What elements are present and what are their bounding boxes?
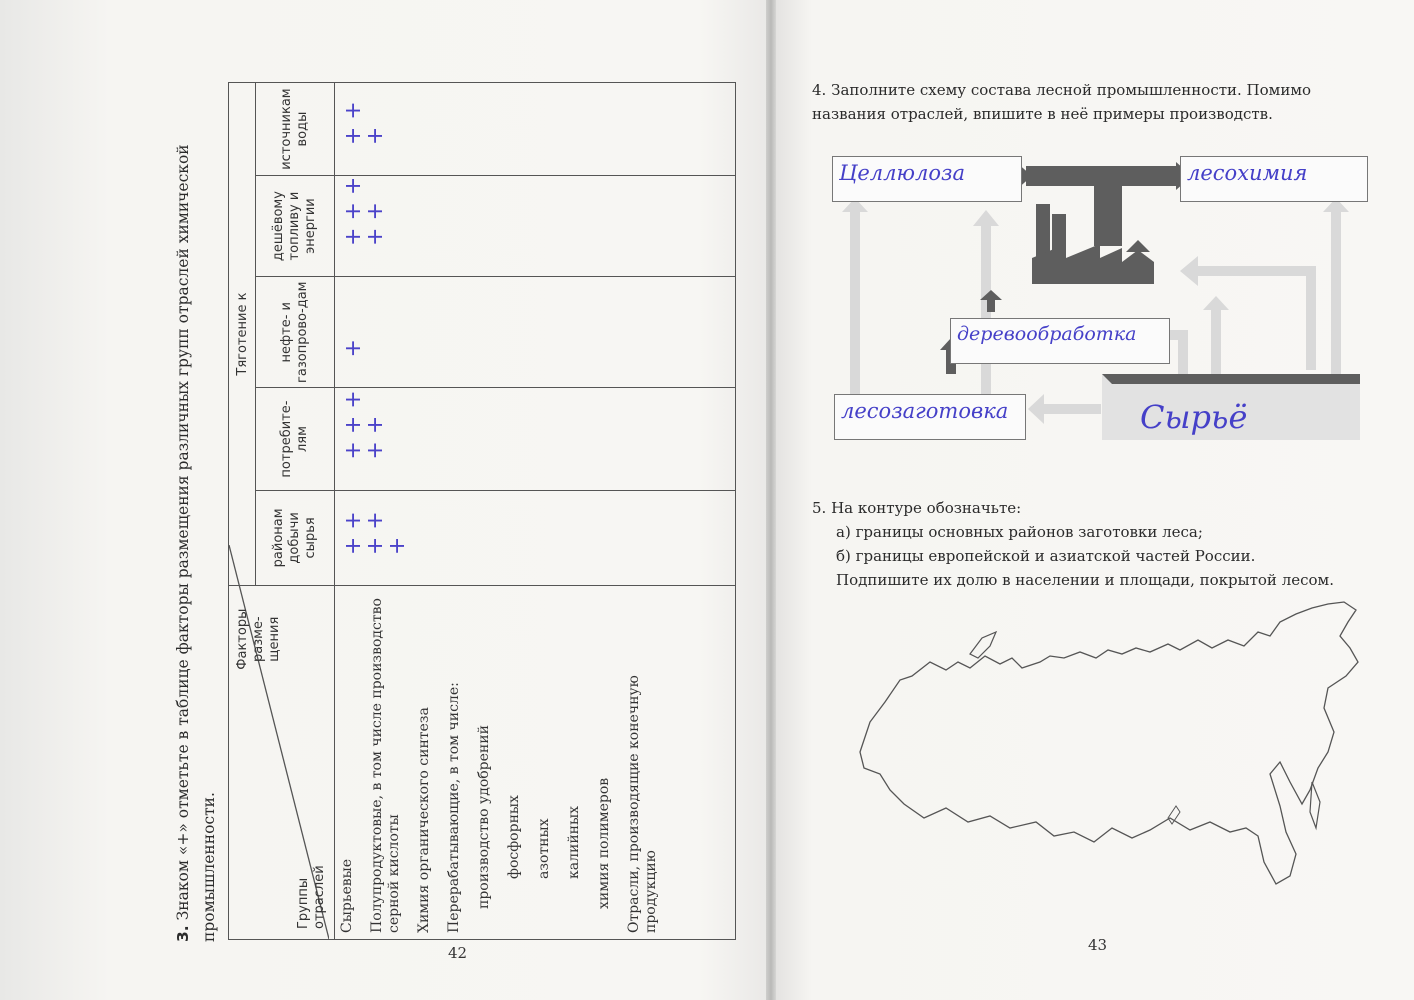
row-label: Отрасли, производящие конечную продукцию	[626, 675, 659, 933]
marks-raw[interactable]	[335, 490, 736, 586]
handwritten-mark: + + + + +	[341, 511, 410, 556]
marks-energy[interactable]	[335, 176, 736, 277]
raw-material-label: Сырьё	[1140, 398, 1248, 436]
group-header: Тяготение к	[229, 83, 256, 586]
box-cellulose[interactable]	[832, 156, 1022, 202]
col-header-raw: районам добычи сырья	[256, 490, 335, 586]
task4-text: Заполните схему состава лесной промышленности. Помимо названия отраслей, впишите в неё примеры производств.	[812, 81, 1312, 123]
box-cellulose-text: Целлюлоза	[839, 161, 965, 185]
russia-outline	[860, 602, 1358, 884]
book-spine	[766, 0, 776, 1000]
row-label: азотных	[536, 818, 552, 879]
task5-item-a: а) границы основных районов заготовки леса;	[836, 523, 1203, 541]
industry-groups-cell	[335, 586, 736, 940]
task3-heading	[170, 82, 222, 942]
box-logging-text: лесозаготовка	[841, 399, 1009, 423]
box-logging[interactable]	[834, 394, 1026, 440]
handwritten-mark: + + + + +	[341, 176, 388, 246]
factors-table	[228, 82, 736, 940]
col-header-pipelines: нефте- и газопрово-дам	[256, 276, 335, 388]
row-label: химия полимеров	[596, 777, 612, 909]
box-woodworking[interactable]	[950, 318, 1170, 364]
raw-block-top	[1102, 374, 1360, 384]
row-label: Химия органического синтеза	[416, 707, 432, 933]
marks-water[interactable]	[335, 83, 736, 176]
box-wood-chemistry[interactable]	[1180, 156, 1368, 202]
col-header-water: источникам воды	[256, 83, 335, 176]
row-label: Сырьевые	[339, 858, 355, 933]
handwritten-mark: + + +	[341, 101, 388, 146]
row-label: фосфорных	[506, 795, 522, 879]
marks-pipelines[interactable]	[335, 276, 736, 388]
page-number-left: 42	[448, 944, 468, 962]
box-wood-chemistry-text: лесохимия	[1187, 161, 1308, 185]
col-header-energy: дешёвому топливу и энергии	[256, 176, 335, 277]
task5-outro: Подпишите их долю в населении и площади, покрытой лесом.	[836, 571, 1334, 589]
task5-block	[812, 496, 1392, 592]
novaya-zemlya-outline	[970, 632, 996, 658]
task4-number: 4.	[812, 81, 827, 99]
left-page-rotated-content	[170, 82, 750, 942]
task3-text: Знаком «+» отметьте в таблице факторы размещения различных групп отраслей химической промышленности.	[174, 144, 218, 942]
task4-heading	[812, 78, 1382, 126]
row-label: производство удобрений	[476, 725, 492, 909]
task3-number: 3.	[174, 925, 192, 942]
row-label: калийных	[566, 805, 582, 879]
handwritten-mark: +	[341, 339, 366, 358]
page-number-right: 43	[1088, 936, 1108, 954]
task5-number: 5.	[812, 499, 827, 517]
col-header-consumers: потребите-лям	[256, 388, 335, 490]
corner-top-label: Факторы разме-щения	[235, 608, 282, 670]
task5-intro: На контуре обозначьте:	[831, 499, 1022, 517]
corner-bottom-label: Группы отраслей	[296, 865, 327, 929]
sakhalin-outline	[1310, 782, 1320, 828]
task5-item-b: б) границы европейской и азиатской частей России.	[836, 547, 1256, 565]
table-corner-cell	[229, 586, 335, 940]
box-woodworking-text: деревообработка	[957, 323, 1137, 345]
handwritten-mark: + + + + +	[341, 390, 388, 460]
marks-consumers[interactable]	[335, 388, 736, 490]
russia-contour-map[interactable]	[850, 592, 1370, 932]
row-label: Перерабатывающие, в том числе:	[446, 682, 462, 933]
baikal-outline	[1168, 806, 1180, 824]
row-label: Полупродуктовые, в том числе производство серной кислоты	[369, 598, 402, 933]
